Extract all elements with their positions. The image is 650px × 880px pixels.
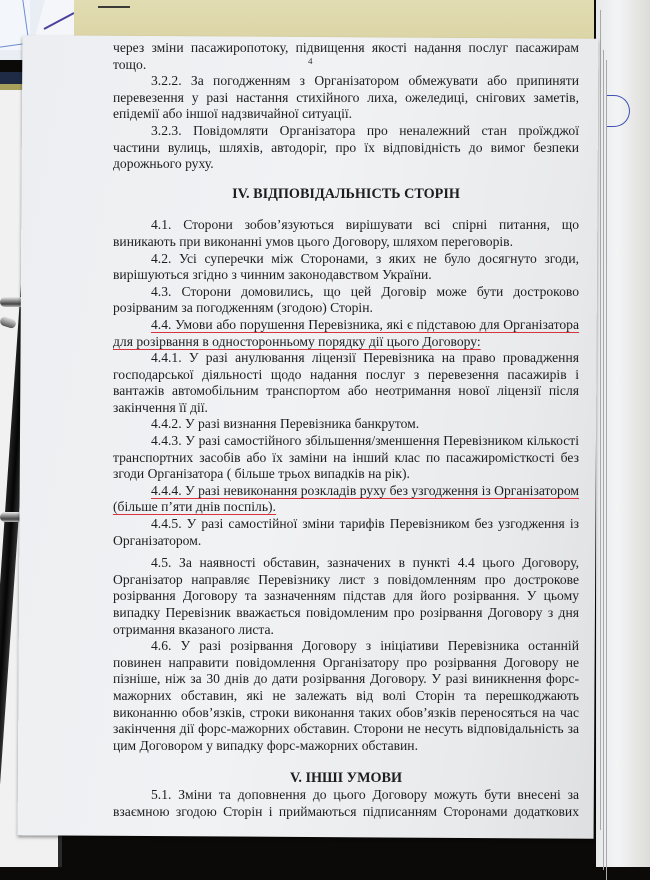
page-edge-line [603, 50, 604, 870]
paragraph-3-2-3: 3.2.3. Повідомляти Організатора про неналежний стан проїжджої частини вулиць, шляхів, автодоріг, про їх відповідність до вимог безпеки дорожнього руху. [113, 122, 579, 172]
clause-4-1: 4.1. Сторони зобов’язуються вирішувати всі спірні питання, що виникають при виконанні умов цього Договору, шляхом переговорів. [113, 217, 579, 249]
page-number: 4 [308, 55, 313, 67]
clause-4-4-2: 4.4.2. У разі визнання Перевізника банкрутом. [151, 416, 420, 432]
clause-4-4-underlined: 4.4. Умови або порушення Перевізника, які є підставою для Організатора для розірвання в односторонньому порядку дії цього Договору: [113, 316, 579, 349]
clause-4-2: 4.2. Усі суперечки між Сторонами, з яких не було досягнуто згоди, вирішуються згідно з чинним законодавством України. [113, 250, 579, 283]
clause-4-4-3: 4.4.3. У разі самостійного збільшення/зменшення Перевізником кількості транспортних засобів або їх заміни на інший клас по пасажиромісткості без згоди Організатора ( більше трьох випадків на рік). [113, 433, 579, 482]
document-body [113, 40, 579, 820]
page-edge-line [606, 60, 607, 880]
page-edge-line [600, 10, 601, 830]
paragraph-3-2-2: 3.2.2. За погодженням з Організатором обмежувати або припиняти перевезення у разі настання стихійного лиха, ожеледиці, снігових заметів, епідемії або іншої надзвичайної ситуації. [113, 73, 579, 122]
clause-4-6: 4.6. У разі розірвання Договору з ініціативи Перевізника останній повинен направити повідомлення Організатору про розірвання Договору не пізніше, ніж за 30 днів до дати розірвання Договору. У разі виникнення форс-мажорних обставин, які не залежать від волі Сторін та перешкоджають виконанню обов’язків, строки виконання таких обов’язків переносяться на час закінчення дії форс-мажорних обставин. Сторони не несуть відповідальність за цим Договором у випадку форс-мажорних обставин. [113, 638, 579, 753]
folder-mark [98, 6, 130, 8]
clause-4-5: 4.5. За наявності обставин, зазначених в пункті 4.4 цього Договору, Організатор направляє Перевізнику лист з повідомленням про дострокове розірвання Договору та зазначенням підстав для його розірвання. У цьому випадку Перевізник вважається повідомленим про розірвання Договору з дня отримання вказаного листа. [113, 555, 579, 637]
section-iv-heading: IV. ВІДПОВІДАЛЬНІСТЬ СТОРІН [232, 185, 460, 202]
page-stack-edge [596, 0, 650, 867]
paragraph-continuation: через зміни пасажиропотоку, підвищення якості надання послуг пасажирам тощо. [113, 40, 579, 72]
clause-4-3: 4.3. Сторони домовились, що цей Договір може бути достроково розірваним за погодженням (згодою) Сторін. [113, 283, 579, 316]
clause-4-4-5: 4.4.5. У разі самостійної зміни тарифів Перевізником без узгодження із Організатором. [113, 516, 579, 548]
clause-4-4-4-underlined: 4.4.4. У разі невиконання розкладів руху без узгодження із Організатором (більше п’яти днів поспіль). [113, 482, 579, 515]
clause-4-4-1: 4.4.1. У разі анулювання ліцензії Перевізника на право провадження господарської діяльності щодо надання послуг з перевезення пасажирів і вантажів автомобільним транспортом або неотримання нової ліцензії після закінчення її дії. [113, 350, 579, 415]
section-v-heading: V. ІНШІ УМОВИ [289, 770, 403, 787]
clause-5-1: 5.1. Зміни та доповнення до цього Договору можуть бути внесені за взаємною згодою Сторін і приймаються підписанням Сторонами додаткових [113, 786, 579, 819]
